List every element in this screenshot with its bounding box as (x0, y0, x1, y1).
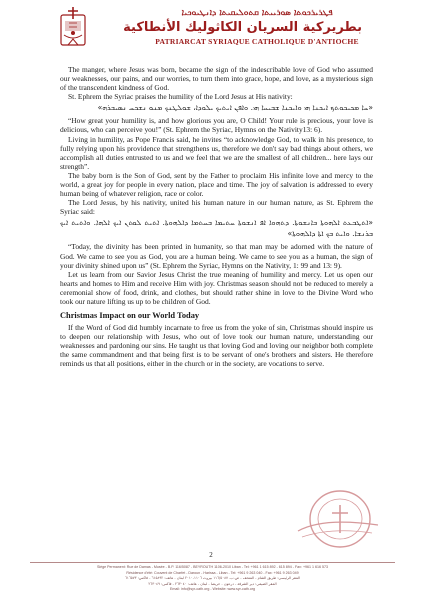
paragraph: The baby born is the Son of God, sent by the Father to proclaim His infinite love and mercy to the world, a great joy for people in every nation, place and time. The joy of salvation is addressed to every human being of whatever religion, race or color. (60, 170, 373, 199)
paragraph: Let us learn from our Savior Jesus Christ the true meaning of humility and mercy. Let us open our hearts and homes to Him and receive Him with joy. Christmas season should not be reduced to merely a ceremonial show of food, drink, and clothes, but should rather shine in love to the Divine Word who took our nature lifting us up to be children of God. (60, 269, 373, 306)
letterhead-syriac: ܦܛܪܝܪܟܘܬܐ ܣܘܪܝܝܬܐ ܩܬܘܠܝܩܝܬܐ ܕܐܢܛܝܘܟܝܐ (181, 8, 333, 18)
syriac-quote: «ܚܐ ܡܟܝܟܘܬܟ ܐܝܟܢܐ ܗܝ ܘܐܝܟܢܐ ܫܒܝܚܐ ܗܝ. ܘܐܦܢ ܐܝܬܝܟ ܝܠܘܕܐ، ܫܘܠܛܢܟ ܡܢܘ ܢܫܟܚ ܢܣܝܒܪܗ» (97, 103, 373, 113)
section-heading: Christmas Impact on our World Today (60, 311, 200, 321)
footer-contact-line: Email: info@syr-cath.org - Website: www.syr-cath.org (169, 587, 256, 592)
page-number: 2 (209, 551, 213, 559)
letter-body (60, 65, 373, 369)
letterhead-text (123, 7, 362, 47)
footer-address-line: Siège Permanent: Rue de Damas - Musée - B.P. 116/5087 - BEYROUTH 1106-2010 Liban - Tel: +961 1 615 892 - 615 894 - Fax: +961 1 616 573 (96, 565, 329, 569)
patriarchate-emblem (60, 5, 86, 49)
paragraph: The Lord Jesus, by his nativity, united his human nature in our human nature, as St. Ephrem the Syriac said: (60, 198, 373, 217)
official-seal-stamp (288, 487, 388, 551)
paragraph: “How great your humility is, and how glorious you are, O Child! Your rule is precious, your love is delicious, who can perceive you!” (St. Ephrem the Syriac, Hymns on the Nativity13: 6). (60, 116, 373, 135)
paragraph: “Today, the divinity has been printed in humanity, so that man may be adorned with the nature of God. We came to see you as God, you are a human being. We came to see you as a human, the sign of your divinity shined upon us” (St. Ephrem the Syriac, Hymns on the Nativity, 1: 99 and 13: 9). (60, 242, 373, 270)
letterhead-footer (30, 562, 395, 593)
paragraph: The manger, where Jesus was born, became the sign of the indescribable love of God who assumed our weaknesses, our pains, and our worries, to turn them into grace, hope, and love, as a mysterious sign of the transcendent kindness of God. (60, 65, 373, 93)
footer-arabic-line: المقر الرئيسي: طريق الشام - المتحف - ص.ب. ١١٦/٥٠٨٧ بيروت ١١٠٦-٢٠١٠ لبنان - هاتف: ٦١٥٨٩٢ - فاكس: ٦١٦٥٧٣ (124, 576, 301, 581)
paragraph: If the Word of God did humbly incarnate to free us from the yoke of sin, Christmas should inspire us to deepen our relationship with Jesus, who out of love took our human nature, understanding our weaknesses and pardoning our sins. He taught us that loving God and loving our neighbor both complete the same commandment and that being first is to be servant of one's brothers and sisters. He therefore reminds us that all positions, either in the church or in the society, are vocations to serve. (60, 323, 373, 369)
paragraph: Living in humility, as Pope Francis said, he invites “to acknowledge God, to walk in his presence, to fully relying upon his providence that strengthens us, therefore we don't say bad things about others, we accomplish all duties entrusted to us and we feel that we are the smallest of all children... here lays our strength”. (60, 134, 373, 171)
paragraph: St. Ephrem the Syriac praises the humility of the Lord Jesus at His nativity: (68, 92, 293, 102)
footer-arabic-line: المقر الصيفي: دير الشرفة - درعون - حريصا - لبنان - هاتف: ٢٦٣٠٤٠ - فاكس: ٢٦٣٠٤٩ (148, 581, 277, 586)
syriac-quote: «ܐܬܛܒܥܬ ܐܠܗܘܬܐ ܒܐܢܫܘܬܐ. ܕܬܗܘܐ ܐܦ ܐܢܫܘܬܐ ܚܬܝܡܐ ܒܚܬܡܐ ܕܐܠܗܘܬܐ. ܐܬܝܬ ܠܘܬܢ ܐܝܟ ܐܠܗܐ. ܘܐܬܝܬ ܐܝܟ ܒܪܢܫܐ. ܘܐܝܬ ܒܟ ܐܬܐ ܕܐܠܗܘܬܐ» (60, 218, 373, 239)
footer-address-line: Résidence d'été: Couvent de Charfet - Daroun - Harissa - Liban - Tel: +961 9 263 040 - Fax: +961 9 263 049 (126, 570, 299, 575)
letterhead-french: PATRIARCAT SYRIAQUE CATHOLIQUE D'ANTIOCHE (155, 37, 359, 46)
letterhead-arabic: بطريركية السريان الكاثوليك الأنطاكية (123, 20, 362, 35)
letterhead (60, 5, 365, 57)
